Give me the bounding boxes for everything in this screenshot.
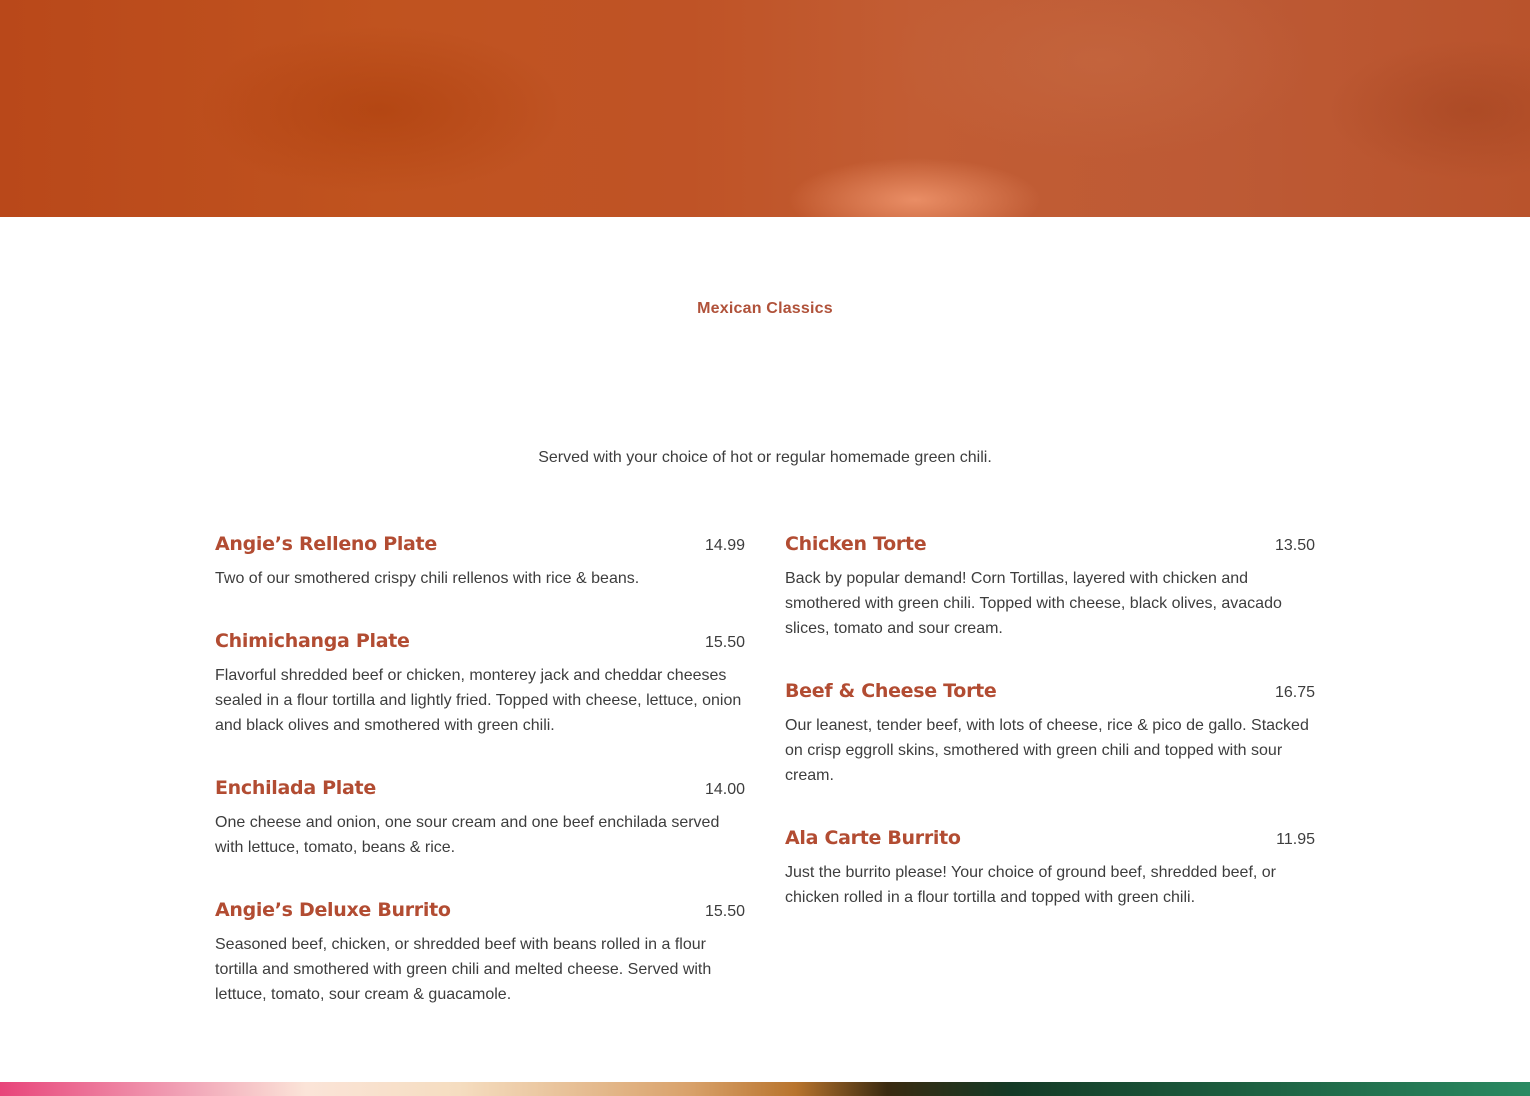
- footer-gradient-bar: [0, 1082, 1530, 1096]
- menu-item-description: One cheese and onion, one sour cream and one beef enchilada served with lettuce, tomato, beans & rice.: [215, 814, 720, 856]
- menu-item-name: Chicken Torte: [785, 533, 927, 555]
- hero-banner-image: [0, 0, 1530, 217]
- menu-item-description: Two of our smothered crispy chili rellenos with rice & beans.: [215, 570, 640, 587]
- menu-item-price: 16.75: [1274, 684, 1315, 701]
- menu-item-description: Our leanest, tender beef, with lots of cheese, rice & pico de gallo. Stacked on crisp eggroll skins, smothered with green chili and topped with sour cream.: [785, 717, 1309, 784]
- menu-item-price: 15.50: [704, 903, 745, 920]
- menu-item-description: Back by popular demand! Corn Tortillas, layered with chicken and smothered with green chili. Topped with cheese, black olives, avacado slices, tomato and sour cream.: [785, 570, 1282, 637]
- menu-item-price: 13.50: [1274, 537, 1315, 554]
- menu-item-description: Just the burrito please! Your choice of ground beef, shredded beef, or chicken rolled in a flour tortilla and topped with green chili.: [785, 864, 1276, 906]
- menu-item-name: Ala Carte Burrito: [785, 827, 961, 849]
- menu-item-price: 15.50: [704, 634, 745, 651]
- menu-item-name: Enchilada Plate: [215, 777, 376, 799]
- menu-item-description: Seasoned beef, chicken, or shredded beef with beans rolled in a flour tortilla and smothered with green chili and melted cheese. Served with lettuce, tomato, sour cream & guacamole.: [215, 936, 712, 1003]
- section-intro: Served with your choice of hot or regular homemade green chili.: [538, 449, 992, 466]
- menu-item-description: Flavorful shredded beef or chicken, monterey jack and cheddar cheeses sealed in a flour tortilla and lightly fried. Topped with cheese, lettuce, onion and black olives and smothered with green chili.: [215, 667, 742, 734]
- section-title: Mexican Classics: [697, 300, 833, 317]
- menu-item: [785, 680, 1315, 788]
- menu-item-name: Angie’s Relleno Plate: [215, 533, 437, 555]
- menu-item-price: 14.99: [704, 537, 745, 554]
- menu-column-right: [785, 533, 1315, 949]
- menu-item-name: Beef & Cheese Torte: [785, 680, 997, 702]
- menu-item: [215, 899, 745, 1007]
- menu-item: [215, 777, 745, 860]
- menu-item-name: Chimichanga Plate: [215, 630, 410, 652]
- menu-item: [785, 827, 1315, 910]
- menu-item-price: 11.95: [1276, 831, 1315, 848]
- menu-item: [215, 533, 745, 591]
- menu-item-price: 14.00: [704, 781, 745, 798]
- menu-item: [785, 533, 1315, 641]
- menu-item: [215, 630, 745, 738]
- menu-column-left: [215, 533, 745, 1046]
- menu-item-name: Angie’s Deluxe Burrito: [215, 899, 451, 921]
